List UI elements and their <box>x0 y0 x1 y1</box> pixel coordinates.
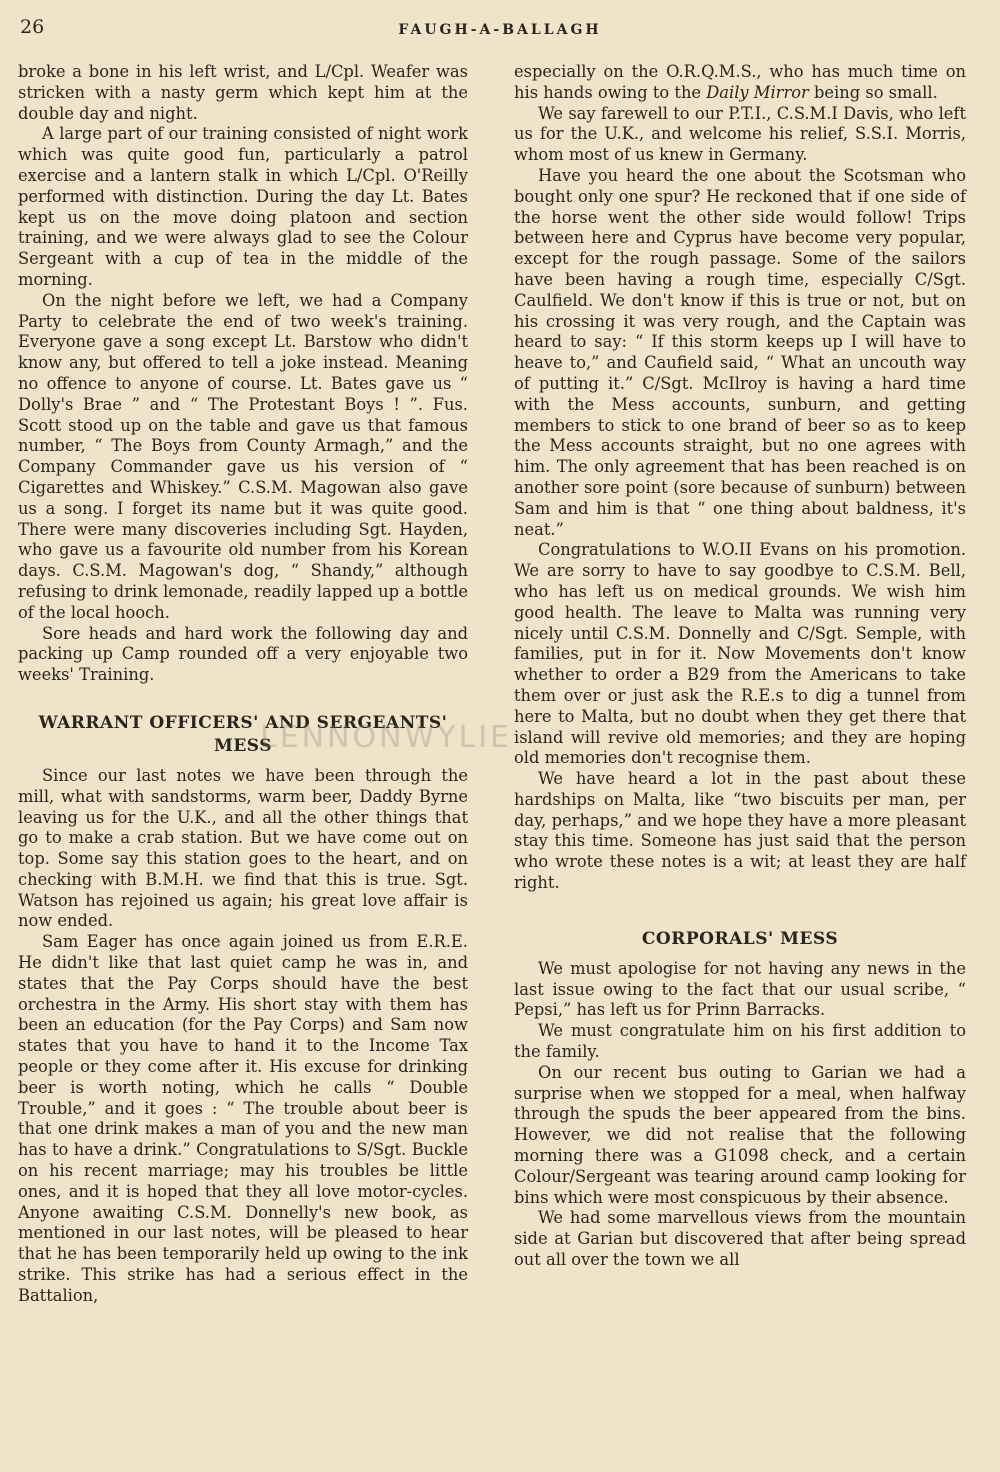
paragraph: We have heard a lot in the past about these hardships on Malta, like “two biscuits per man, per day, perhaps,” and we hope they have a more pleasant stay this time. Someone has just said that the person who wrote these notes is a wit; at least they are half right. <box>514 769 966 893</box>
text-run: being so small. <box>808 82 938 102</box>
section-heading-wo-sgts-mess: WARRANT OFFICERS' AND SERGEANTS' MESS <box>38 712 448 756</box>
text-run: especially on the O.R.Q.M.S., who has much time on his hands owing to the <box>514 62 966 102</box>
paragraph: Since our last notes we have been through the mill, what with sandstorms, warm beer, Daddy Byrne leaving us for the U.K., and all the other things that go to make a crab station. But we have come out on top. Some say this station goes to the heart, and on checking with B.M.H. we find that this is true. Sgt. Watson has rejoined us again; his great love affair is now ended. <box>18 765 468 931</box>
newspaper-title: Daily Mirror <box>706 82 809 102</box>
left-column <box>18 62 468 1307</box>
paragraph: A large part of our training consisted of night work which was quite good fun, particularly a patrol exercise and a lantern stalk in which L/Cpl. O'Reilly performed with distinction. During the day Lt. Bates kept us on the move doing platoon and section training, and we were always glad to see the Colour Sergeant with a cup of tea in the middle of the morning. <box>18 124 468 289</box>
paragraph: On the night before we left, we had a Company Party to celebrate the end of two week's training. Everyone gave a song except Lt. Barstow who didn't know any, but offered to tell a joke instead. Meaning no offence to anyone of course. Lt. Bates gave us “ Dolly's Brae ” and “ The Protestant Boys ! ”. Fus. Scott stood up on the table and gave us that famous number, “ The Boys from County Armagh,” and the Company Commander gave us his version of “ Cigarettes and Whiskey.” C.S.M. Magowan also gave us a song. I forget its name but it was quite good. There were many discoveries including Sgt. Hayden, who gave us a favourite old number from his Korean days. C.S.M. Magowan's dog, “ Shandy,” although refusing to drink lemonade, readily lapped up a bottle of the local hooch. <box>18 290 468 622</box>
page-header <box>20 12 980 46</box>
paragraph: We had some marvellous views from the mountain side at Garian but discovered that after being spread out all over the town we all <box>514 1208 966 1270</box>
paragraph: We must congratulate him on his first addition to the family. <box>514 1021 966 1062</box>
paragraph: Sam Eager has once again joined us from E.R.E. He didn't like that last quiet camp he was in, and states that the Pay Corps should have the best orchestra in the Army. His short stay with them has been an education (for the Pay Corps) and Sam now states that you have to hand it to the Income Tax people or they come after it. His excuse for drinking beer is worth noting, which he calls “ Double Trouble,” and it goes : “ The trouble about beer is that one drink makes a man of you and the new man has to have a drink.” Congratulations to S/Sgt. Buckle on his recent marriage; may his troubles be little ones, and it is hoped that they all love motor-cycles. Anyone awaiting C.S.M. Donnelly's new book, as mentioned in our last notes, will be pleased to hear that he has been temporarily held up owing to the ink strike. This strike has had a serious effect in the Battalion, <box>18 932 468 1305</box>
page-number: 26 <box>20 16 45 38</box>
paragraph: On our recent bus outing to Garian we had a surprise when we stopped for a meal, when halfway through the spuds the beer appeared from the bins. However, we did not realise that the following morning there was a G1098 check, and a certain Colour/Sergeant was tearing around camp looking for bins which were most conspicuous by their absence. <box>514 1062 966 1207</box>
paragraph: We must apologise for not having any news in the last issue owing to the fact that our usual scribe, “ Pepsi,” has left us for Prinn Barracks. <box>514 958 966 1020</box>
paragraph: broke a bone in his left wrist, and L/Cpl. Weafer was stricken with a nasty germ which kept him at the double day and night. <box>18 62 468 123</box>
paragraph: We say farewell to our P.T.I., C.S.M.I Davis, who left us for the U.K., and welcome his relief, S.S.I. Morris, whom most of us knew in Germany. <box>514 103 966 165</box>
paragraph: Congratulations to W.O.II Evans on his promotion. We are sorry to have to say goodbye to C.S.M. Bell, who has left us on medical grounds. We wish him good health. The leave to Malta was running very nicely until C.S.M. Donnelly and C/Sgt. Semple, with families, put in for it. Now Movements don't know whether to order a B29 from the Americans to take them over or just ask the R.E.s to dig a tunnel from here to Malta, but no doubt when they get there that island will revive old memories; and they are hoping old memories don't recognise them. <box>514 540 966 768</box>
right-column <box>514 62 966 1271</box>
paragraph: Have you heard the one about the Scotsman who bought only one spur? He reckoned that if one side of the horse went the other side would follow! Trips between here and Cyprus have become very popular, except for the rough passage. Some of the sailors have been having a rough time, especially C/Sgt. Caulfield. We don't know if this is true or not, but on his crossing it was very rough, and the Captain was heard to say: “ If this storm keeps up I will have to heave to,” and Caufield said, “ What an uncouth way of putting it.” C/Sgt. McIlroy is having a hard time with the Mess accounts, sunburn, and getting members to stick to one brand of beer so as to keep the Mess accounts straight, but no one agrees with him. The only agreement that has been reached is on another sore point (sore because of sunburn) between Sam and him is that “ one thing about baldness, it's neat.” <box>514 165 966 539</box>
paragraph: Sore heads and hard work the following day and packing up Camp rounded off a very enjoyable two weeks' Training. <box>18 623 468 685</box>
paragraph <box>514 62 966 104</box>
watermark: LENNONWYLIE <box>260 720 513 755</box>
section-heading-corporals-mess: CORPORALS' MESS <box>641 928 839 949</box>
running-title: FAUGH-A-BALLAGH <box>398 22 602 38</box>
